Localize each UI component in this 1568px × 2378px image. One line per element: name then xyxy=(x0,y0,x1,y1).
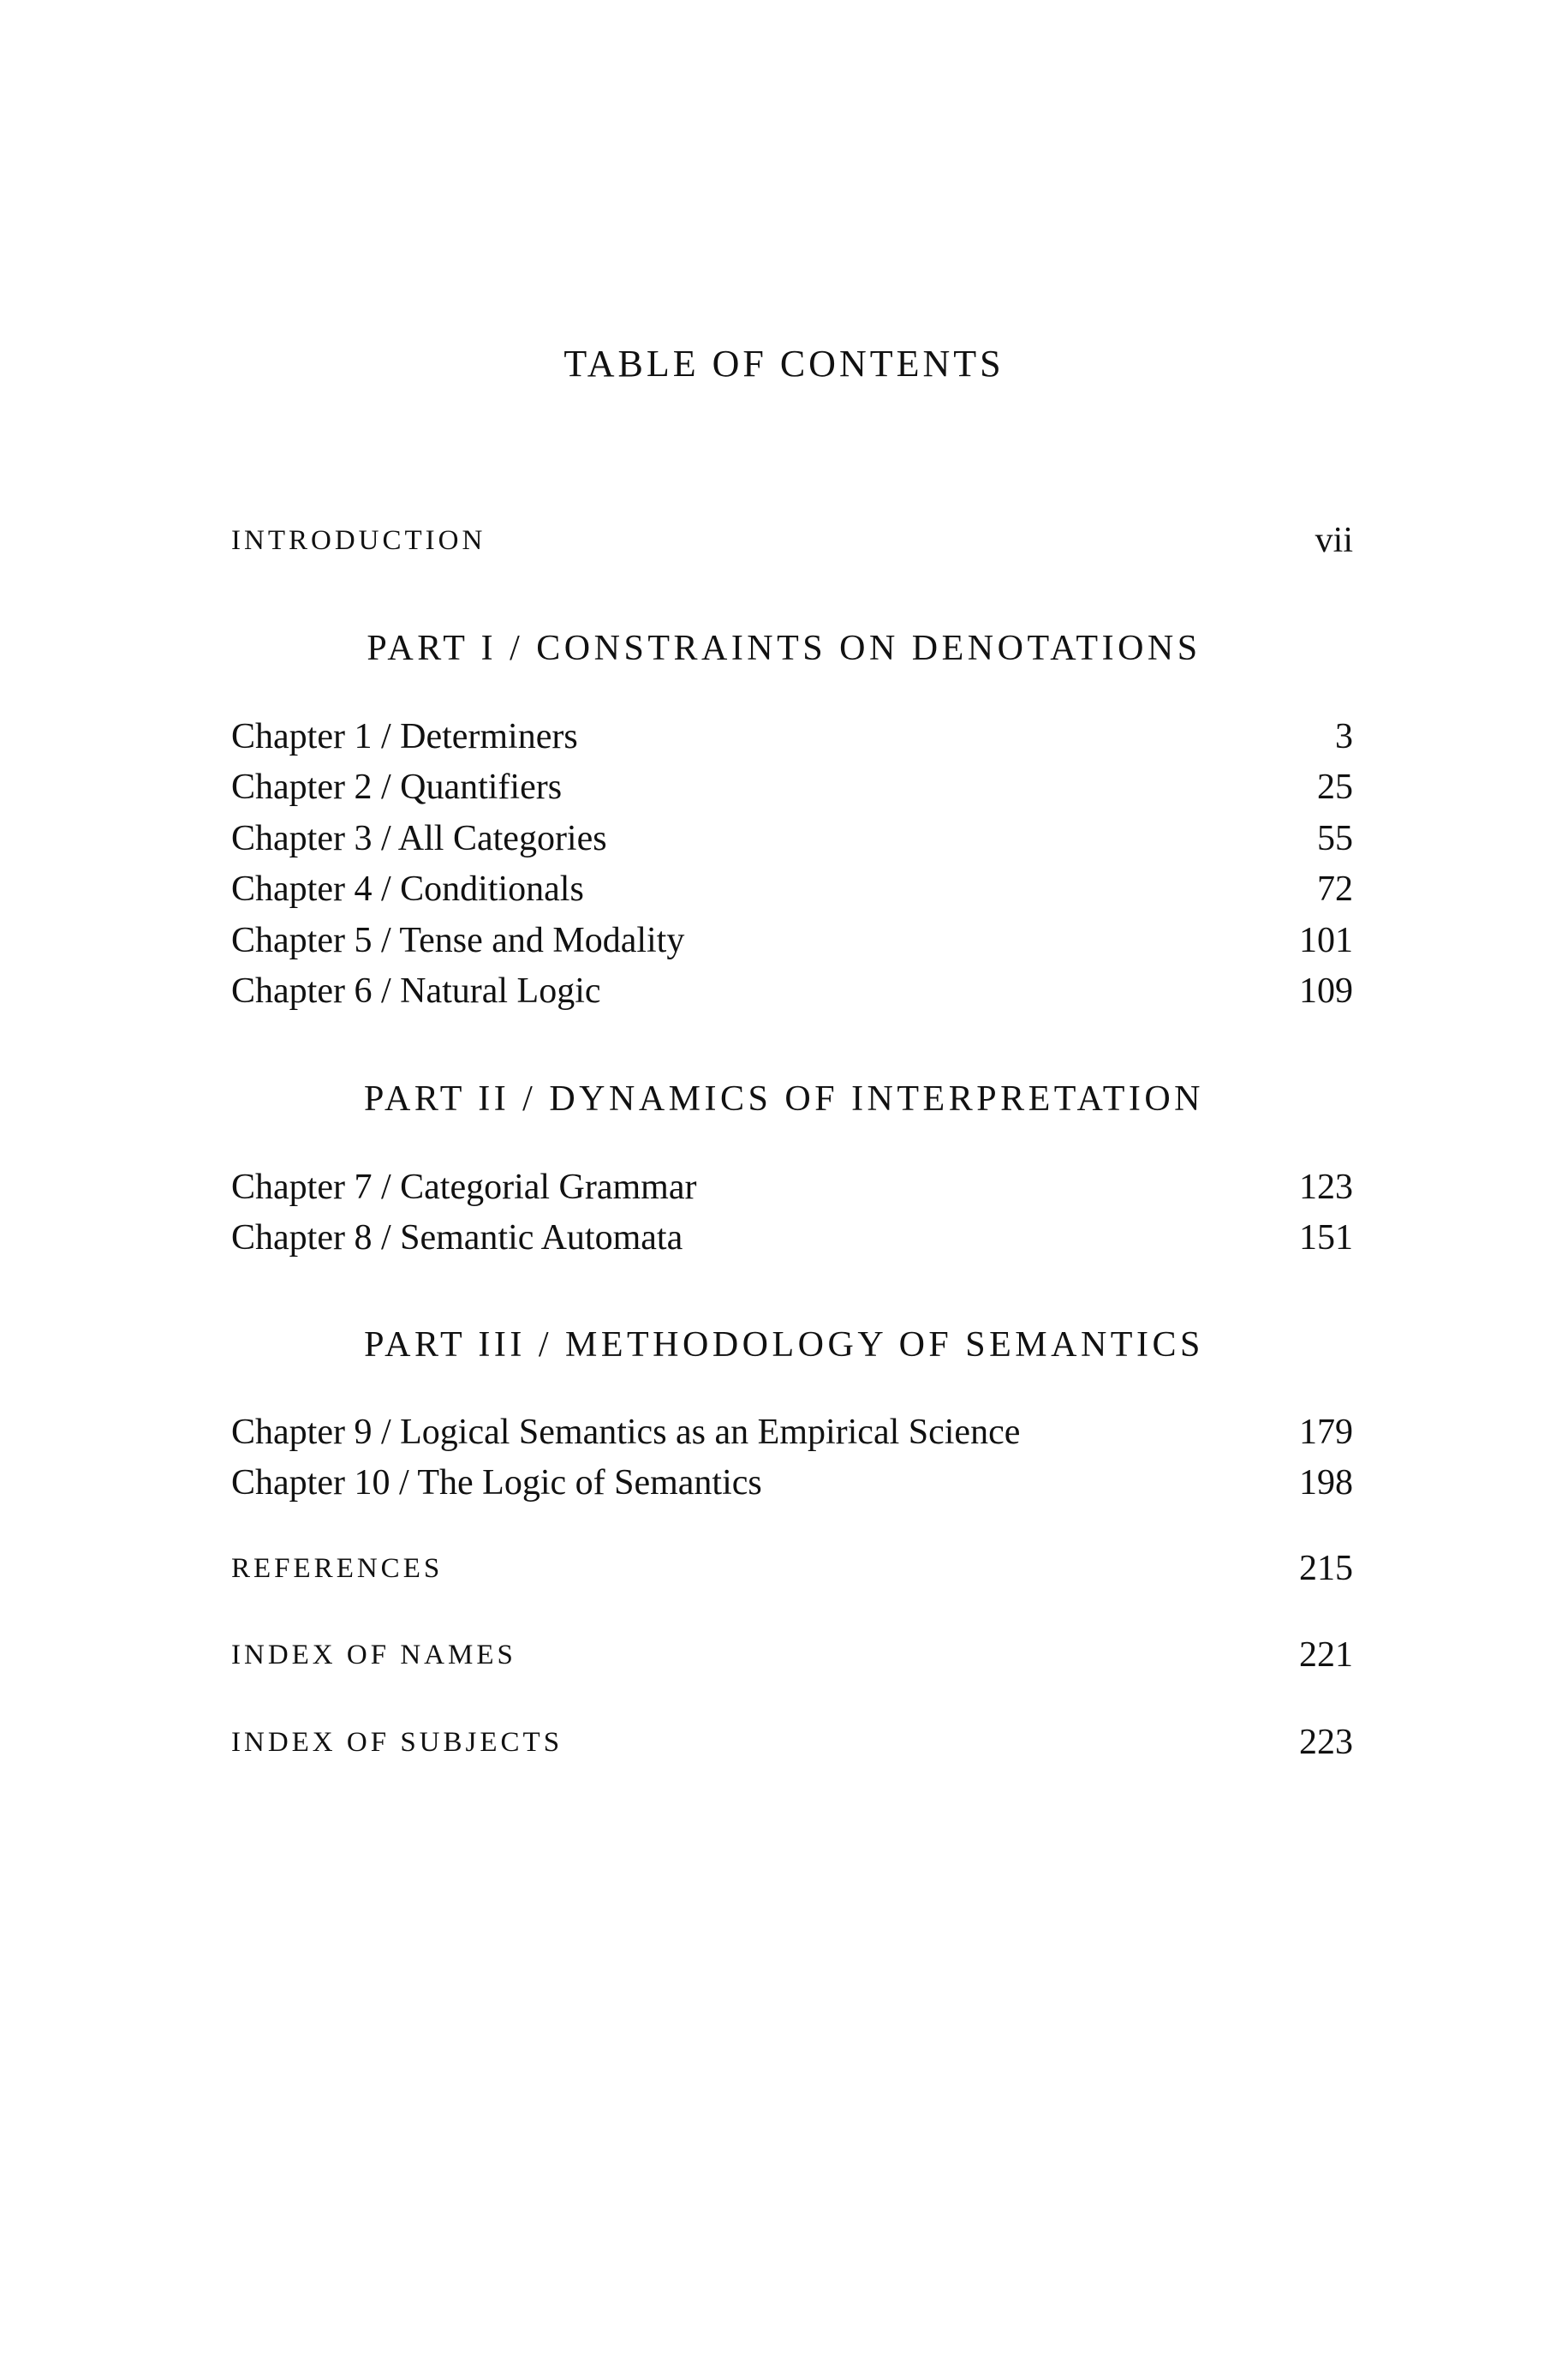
toc-entry-label: Chapter 1 / Determiners xyxy=(231,717,578,756)
toc-entry-page: 221 xyxy=(1299,1635,1353,1675)
toc-entry-chapter[interactable] xyxy=(231,1162,1353,1213)
toc-entry-label: Chapter 2 / Quantifiers xyxy=(231,768,563,807)
part-heading: PART III / METHODOLOGY OF SEMANTICS xyxy=(364,1325,1204,1365)
toc-entry-label: Chapter 4 / Conditionals xyxy=(231,869,584,909)
toc-entry-chapter[interactable] xyxy=(231,711,1353,762)
toc-entry-page: 151 xyxy=(1299,1218,1353,1258)
toc-entry-label: Chapter 6 / Natural Logic xyxy=(231,971,601,1011)
toc-entry-introduction[interactable] xyxy=(231,515,1353,566)
toc-entry-page: 215 xyxy=(1299,1549,1353,1588)
toc-entry-label: INTRODUCTION xyxy=(231,525,486,556)
toc-entry-page: 223 xyxy=(1299,1723,1353,1762)
toc-entry-label: INDEX OF SUBJECTS xyxy=(231,1727,563,1758)
toc-entry-references[interactable] xyxy=(231,1543,1353,1594)
toc-entry-page: 101 xyxy=(1299,921,1353,960)
toc-entry-chapter[interactable] xyxy=(231,915,1353,966)
toc-entry-index-of-subjects[interactable] xyxy=(231,1717,1353,1768)
toc-entry-label: INDEX OF NAMES xyxy=(231,1640,516,1670)
toc-entry-chapter[interactable] xyxy=(231,1457,1353,1509)
toc-entry-label: Chapter 5 / Tense and Modality xyxy=(231,921,685,960)
toc-entry-label: Chapter 7 / Categorial Grammar xyxy=(231,1168,697,1207)
toc-entry-label: REFERENCES xyxy=(231,1553,444,1584)
toc-entry-page: 25 xyxy=(1317,768,1353,807)
toc-entry-page: 72 xyxy=(1317,869,1353,909)
toc-entry-index-of-names[interactable] xyxy=(231,1629,1353,1681)
toc-entry-page: 123 xyxy=(1299,1168,1353,1207)
part-heading: PART I / CONSTRAINTS ON DENOTATIONS xyxy=(367,629,1201,668)
toc-entry-page: vii xyxy=(1315,521,1353,560)
toc-entry-page: 109 xyxy=(1299,971,1353,1011)
toc-entry-chapter[interactable] xyxy=(231,965,1353,1017)
toc-entry-page: 3 xyxy=(1335,717,1353,756)
toc-entry-chapter[interactable] xyxy=(231,863,1353,915)
toc-entry-label: Chapter 8 / Semantic Automata xyxy=(231,1218,683,1258)
toc-entry-page: 55 xyxy=(1317,819,1353,858)
toc-entry-chapter[interactable] xyxy=(231,1407,1353,1458)
toc-entry-page: 198 xyxy=(1299,1463,1353,1503)
toc-entry-page: 179 xyxy=(1299,1413,1353,1452)
toc-entry-chapter[interactable] xyxy=(231,813,1353,864)
toc-entry-label: Chapter 3 / All Categories xyxy=(231,819,607,858)
toc-entry-chapter[interactable] xyxy=(231,1212,1353,1264)
toc-entry-label: Chapter 9 / Logical Semantics as an Empirical Science xyxy=(231,1413,1021,1452)
page-title: TABLE OF CONTENTS xyxy=(563,343,1005,385)
part-heading: PART II / DYNAMICS OF INTERPRETATION xyxy=(363,1079,1205,1119)
toc-entry-chapter[interactable] xyxy=(231,762,1353,813)
toc-entry-label: Chapter 10 / The Logic of Semantics xyxy=(231,1463,762,1503)
